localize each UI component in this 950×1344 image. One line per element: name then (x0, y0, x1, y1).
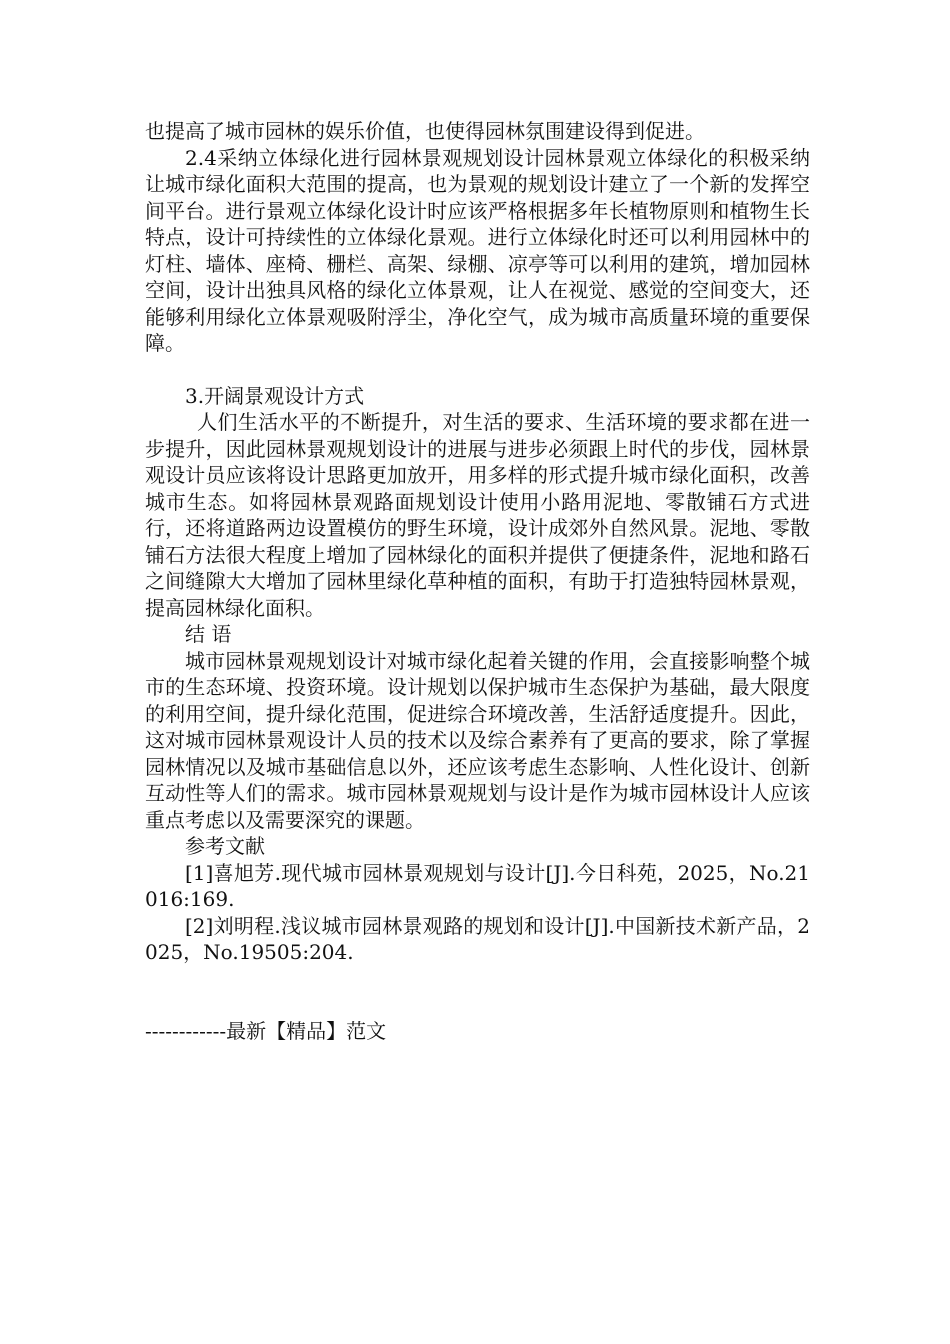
section-2-continuation: 也提高了城市园林的娱乐价值，也使得园林氛围建设得到促进。 (145, 119, 705, 143)
footer-banner: ------------最新【精品】范文 (145, 1019, 387, 1043)
paragraph-gap (145, 357, 810, 383)
section-3-heading: 3.开阔景观设计方式 (185, 383, 365, 408)
reference-item-2: [2]刘明程.浅议城市园林景观路的规划和设计[J].中国新技术新产品，2025，No.19505:204. (145, 913, 810, 964)
paragraph-2-4: 2.4采纳立体绿化进行园林景观规划设计园林景观立体绿化的积极采纳让城市绿化面积大范围的提高，也为景观的规划设计建立了一个新的发挥空间平台。进行景观立体绿化设计时应该严格根据多年长植物原则和植物生长特点，设计可持续性的立体绿化景观。进行立体绿化时还可以利用园林中的灯柱、墙体、座椅、栅栏、高架、绿棚、凉亭等可以利用的建筑，增加园林空间，设计出独具风格的绿化立体景观，让人在视觉、感觉的空间变大，还能够利用绿化立体景观吸附浮尘，净化空气，成为城市高质量环境的重要保障。 (145, 145, 810, 355)
conclusion-heading: 结 语 (185, 622, 232, 646)
references-heading: 参考文献 (185, 834, 265, 858)
reference-item-1: [1]喜旭芳.现代城市园林景观规划与设计[J].今日科苑，2025，No.21016:169. (145, 860, 810, 911)
section-3-body: 人们生活水平的不断提升，对生活的要求、生活环境的要求都在进一步提升，因此园林景观规划设计的进展与进步必须跟上时代的步伐，园林景观设计员应该将设计思路更加放开，用多样的形式提升城市绿化面积，改善城市生态。如将园林景观路面规划设计使用小路用泥地、零散铺石方式进行，还将道路两边设置模仿的野生环境，设计成郊外自然风景。泥地、零散铺石方法很大程度上增加了园林绿化的面积并提供了便捷条件，泥地和路石之间缝隙大大增加了园林里绿化草种植的面积，有助于打造独特园林景观，提高园林绿化面积。 (145, 410, 810, 620)
document-body (145, 118, 810, 966)
conclusion-body: 城市园林景观规划设计对城市绿化起着关键的作用，会直接影响整个城市的生态环境、投资环境。设计规划以保护城市生态保护为基础，最大限度的利用空间，提升绿化范围，促进综合环境改善，生活舒适度提升。因此，这对城市园林景观设计人员的技术以及综合素养有了更高的要求，除了掌握园林情况以及城市基础信息以外，还应该考虑生态影响、人性化设计、创新互动性等人们的需求。城市园林景观规划与设计是作为城市园林设计人应该重点考虑以及需要深究的课题。 (145, 648, 810, 832)
